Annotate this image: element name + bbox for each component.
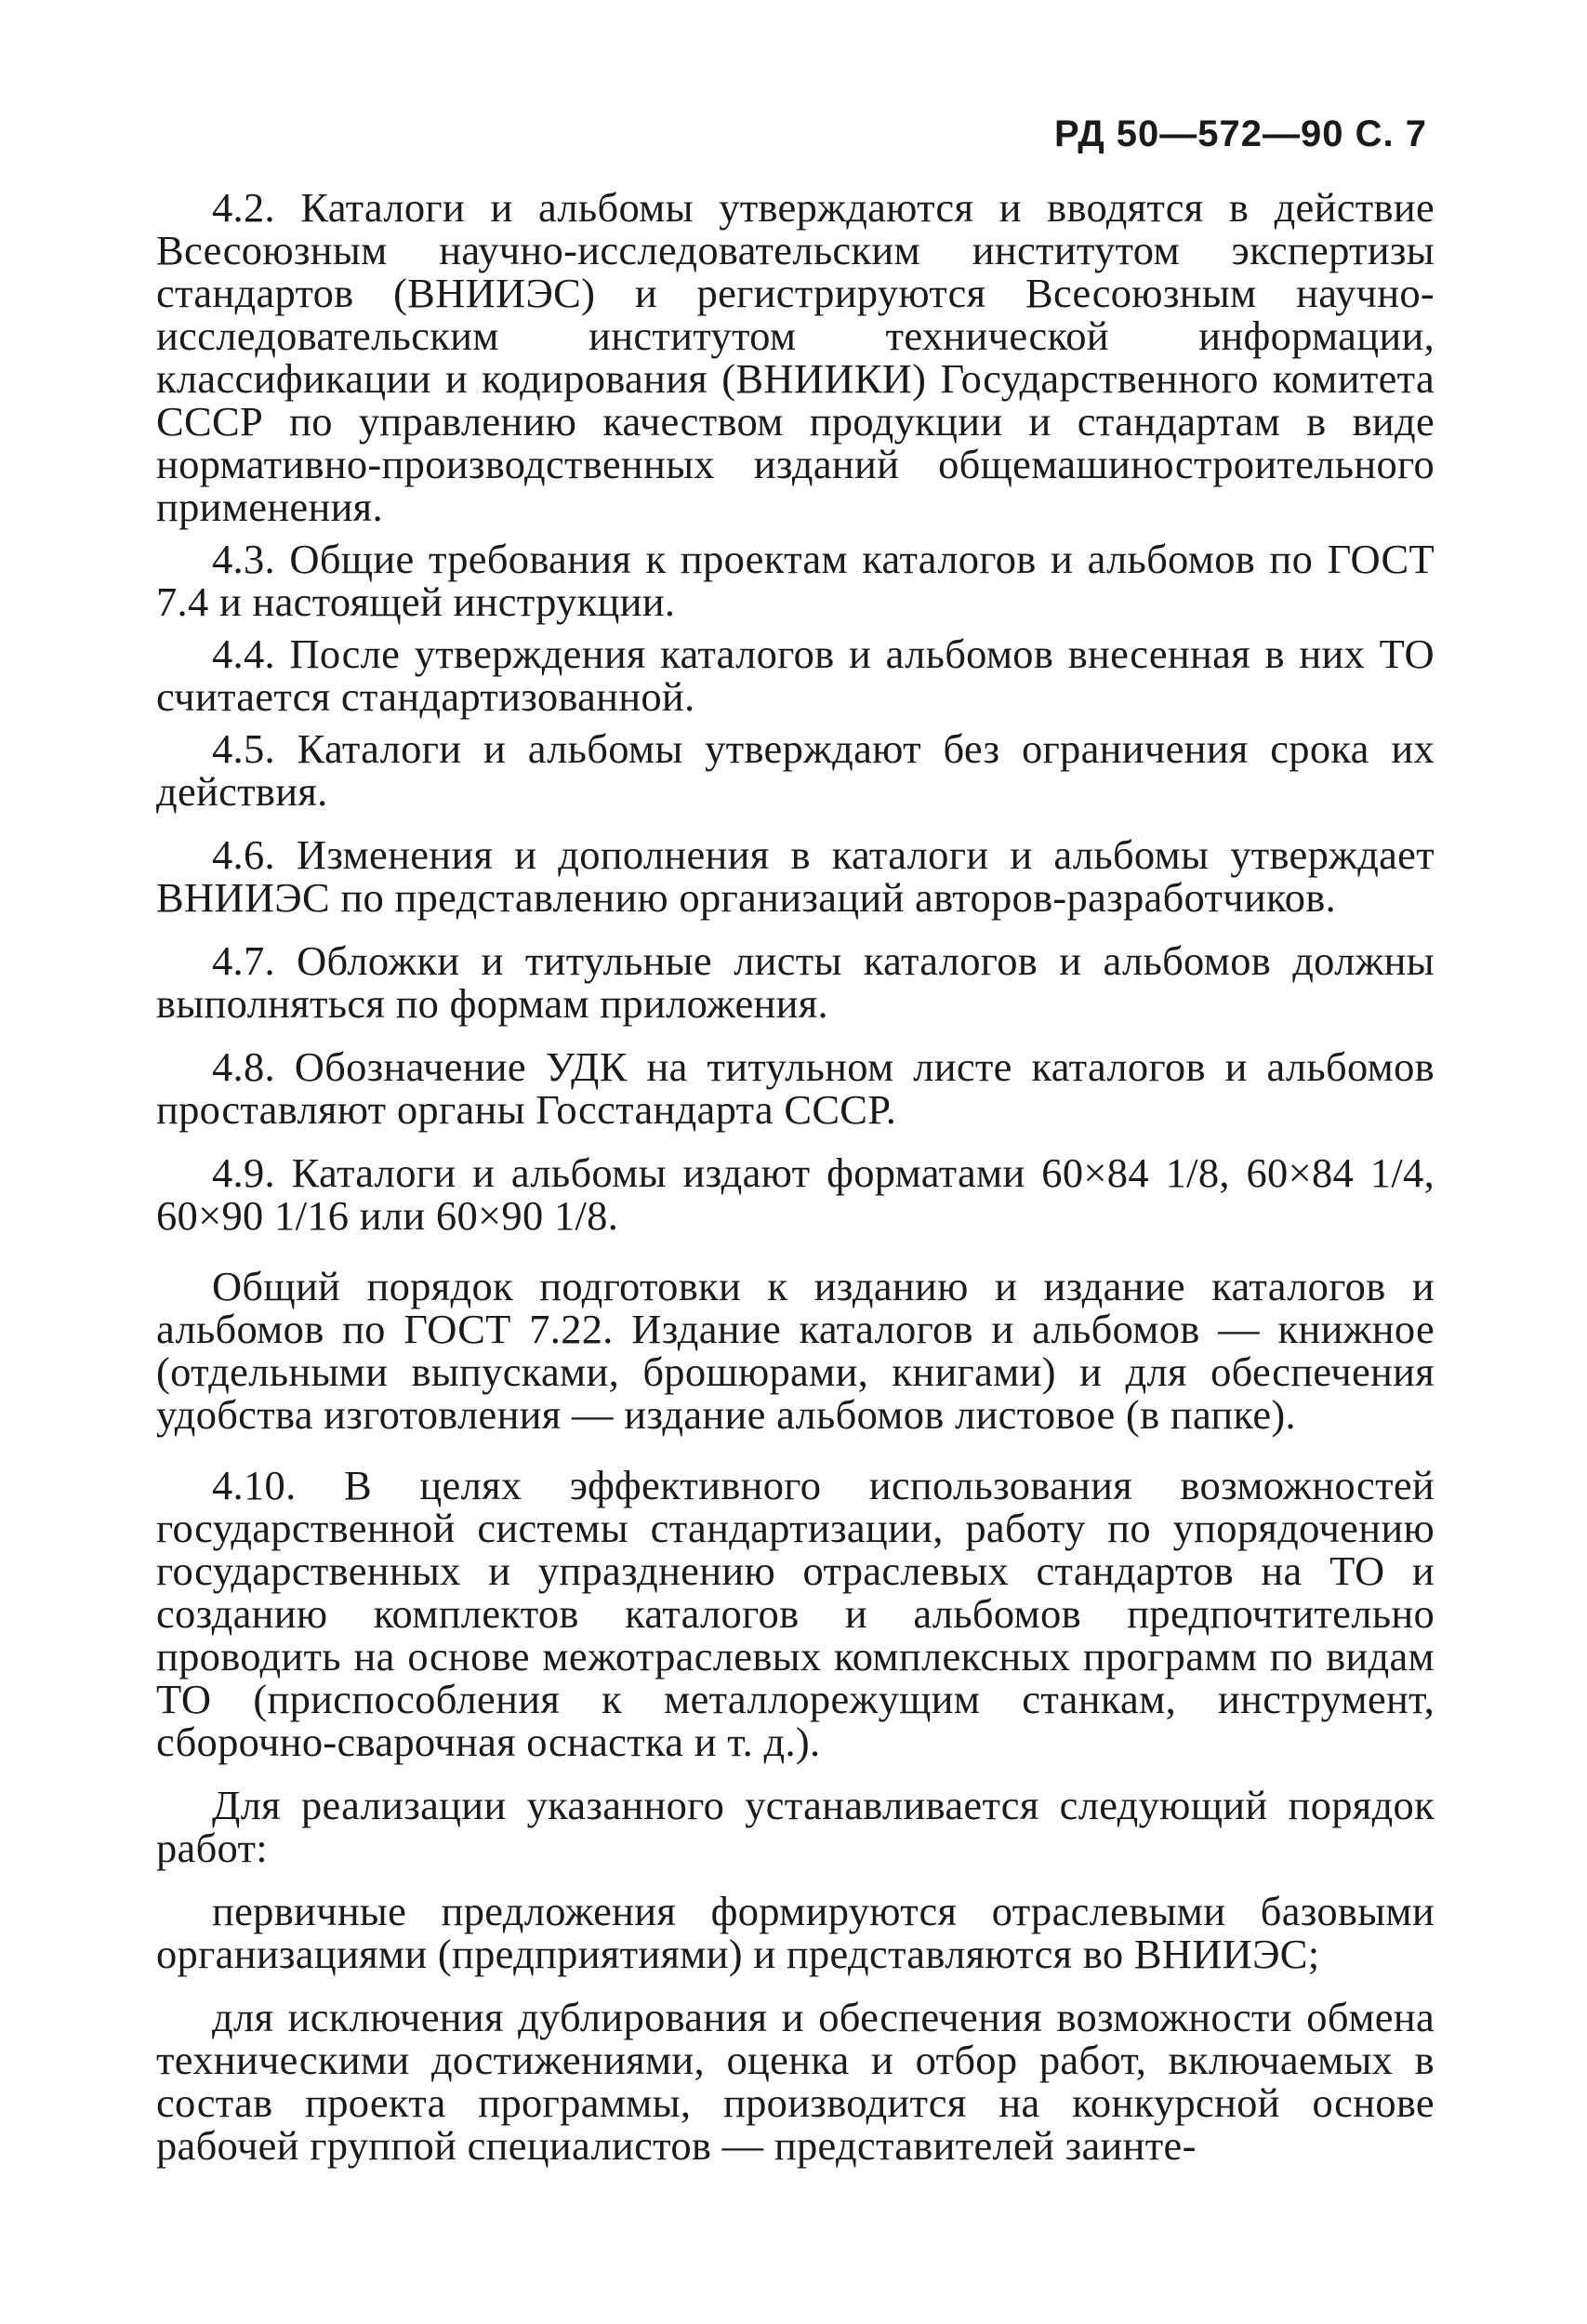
document-body (156, 186, 1435, 2167)
paragraph-work-order: Для реализации указанного устанавливается следующий порядок работ: (156, 1782, 1435, 1871)
paragraph-4-6: 4.6. Изменения и дополнения в каталоги и альбомы утверждает ВНИИЭС по представлению организаций авторов-разработчиков. (156, 831, 1435, 921)
paragraph-4-8: 4.8. Обозначение УДК на титульном листе каталогов и альбомов проставляют органы Госстандарта СССР. (156, 1043, 1435, 1133)
paragraph-4-5: 4.5. Каталоги и альбомы утверждают без ограничения срока их действия. (156, 725, 1435, 815)
paragraph-4-7: 4.7. Обложки и титульные листы каталогов и альбомов должны выполняться по формам приложения. (156, 937, 1435, 1027)
paragraph-4-9: 4.9. Каталоги и альбомы издают форматами 60×84 1/8, 60×84 1/4, 60×90 1/16 или 60×90 1/8. (156, 1149, 1435, 1239)
page-header-doc-ref: РД 50—572—90 С. 7 (1054, 113, 1427, 154)
paragraph-duplication: для исключения дублирования и обеспечения возможности обмена техническими достижениями, оценка и отбор работ, включаемых в состав проекта программы, производится на конкурсной основе рабочей группой специалистов — представителей заинте- (156, 1994, 1435, 2169)
paragraph-initial-proposals: первичные предложения формируются отраслевыми базовыми организациями (предприятиями) и представляются во ВНИИЭС; (156, 1888, 1435, 1977)
paragraph-4-3: 4.3. Общие требования к проектам каталогов и альбомов по ГОСТ 7.4 и настоящей инструкции. (156, 536, 1435, 625)
paragraph-4-2: 4.2. Каталоги и альбомы утверждаются и вводятся в действие Всесоюзным научно-исследовательским институтом экспертизы стандартов (ВНИИЭС) и регистрируются Всесоюзным научно-исследовательским институтом технической информации, классификации и кодирования (ВНИИКИ) Государственного комитета СССР по управлению качеством продукции и стандартам в виде нормативно-производственных изданий общемашиностроительного применения. (156, 184, 1435, 530)
paragraph-4-10: 4.10. В целях эффективного использования возможностей государственной системы стандартизации, работу по упорядочению государственных и упразднению отраслевых стандартов на ТО и созданию комплектов каталогов и альбомов предпочтительно проводить на основе межотраслевых комплексных программ по видам ТО (приспособления к металлорежущим станкам, инструмент, сборочно-сварочная оснастка и т. д.). (156, 1462, 1435, 1765)
paragraph-4-4: 4.4. После утверждения каталогов и альбомов внесенная в них ТО считается стандартизованной. (156, 631, 1435, 720)
paragraph-publication-order: Общий порядок подготовки к изданию и издание каталогов и альбомов по ГОСТ 7.22. Издание каталогов и альбомов — книжное (отдельными выпусками, брошюрами, книгами) и для обеспечения удобства изготовления — издание альбомов листовое (в папке). (156, 1263, 1435, 1438)
